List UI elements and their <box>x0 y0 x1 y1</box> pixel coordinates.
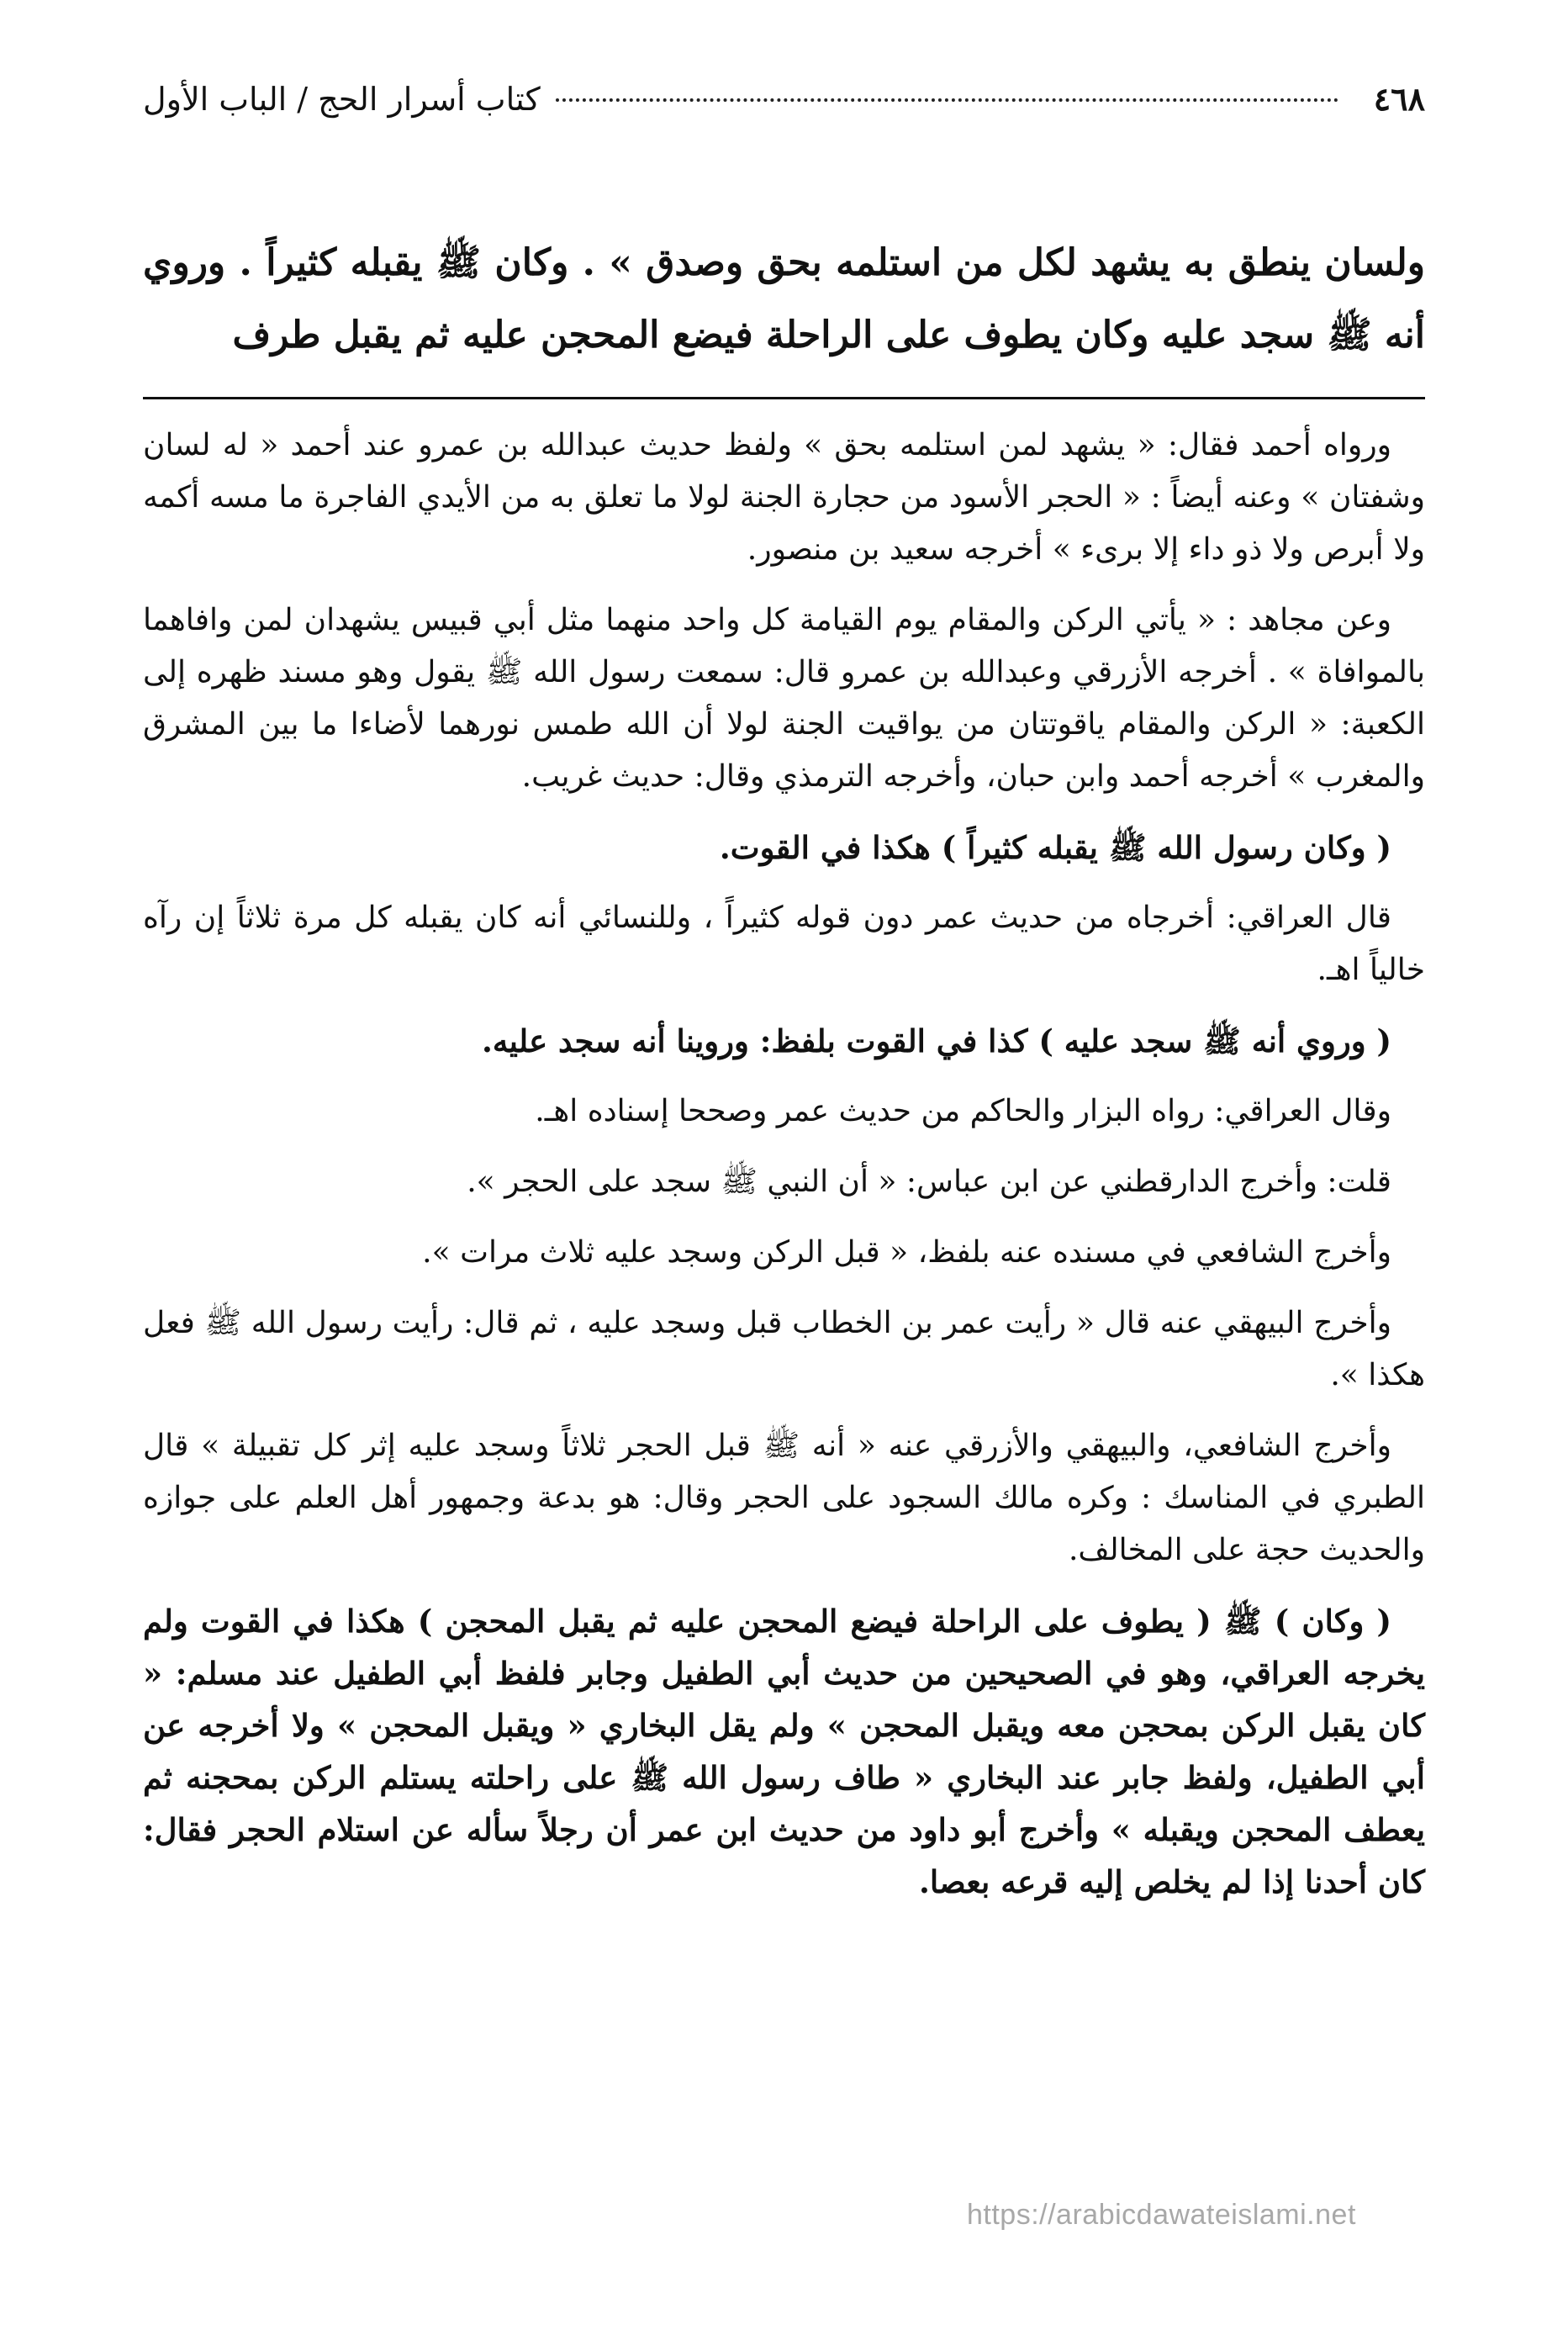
running-title: كتاب أسرار الحج / الباب الأول <box>143 81 541 118</box>
commentary-paragraph: قلت: وأخرج الدارقطني عن ابن عباس: « أن النبي ﷺ سجد على الحجر ». <box>467 1165 1391 1199</box>
commentary-paragraph: ورواه أحمد فقال: « يشهد لمن استلمه بحق » ولفظ حديث عبدالله بن عمرو عند أحمد « له لسان وشفتان » وعنه أيضاً : « الحجر الأسود من حجارة الجنة لولا ما تعلق به من الأيدي الفاجرة ما مسه أكمه ولا أبرص ولا ذو داء إلا برىء » أخرجه سعيد بن منصور. <box>143 428 1425 567</box>
commentary-paragraph: وقال العراقي: رواه البزار والحاكم من حديث عمر وصححا إسناده اهـ. <box>535 1094 1391 1128</box>
commentary <box>143 420 1425 1908</box>
commentary-paragraph: وعن مجاهد : « يأتي الركن والمقام يوم القيامة كل واحد منهما مثل أبي قبيس يشهدان لمن وافاهما بالموافاة » . أخرجه الأزرقي وعبدالله بن عمرو قال: سمعت رسول الله ﷺ يقول وهو مسند ظهره إلى الكعبة: « الركن والمقام ياقوتتان من يواقيت الجنة لولا أن الله طمس نورهما لأضاءا ما بين المشرق والمغرب » أخرجه أحمد وابن حبان، وأخرجه الترمذي وقال: حديث غريب. <box>143 603 1425 794</box>
commentary-paragraph: وأخرج الشافعي في مسنده عنه بلفظ، « قبل الركن وسجد عليه ثلاث مرات ». <box>422 1235 1391 1270</box>
page-header <box>143 80 1425 139</box>
watermark-url: https://arabicdawateislami.net <box>967 2199 1356 2231</box>
main-text: ولسان ينطق به يشهد لكل من استلمه بحق وصدق » . وكان ﷺ يقبله كثيراً . وروي أنه ﷺ سجد عليه وكان يطوف على الراحلة فيضع المحجن عليه ثم يقبل طرف <box>143 241 1425 357</box>
page <box>143 80 1425 1926</box>
footnote-separator <box>143 397 1425 399</box>
commentary-heading: ( وكان رسول الله ﷺ يقبله كثيراً ) هكذا في القوت. <box>719 829 1391 866</box>
commentary-heading: ( وكان ) ﷺ ( يطوف على الراحلة فيضع المحجن عليه ثم يقبل المحجن ) هكذا في القوت ولم يخرجه العراقي، وهو في الصحيحين من حديث أبي الطفيل وجابر فلفظ أبي الطفيل عند مسلم: « كان يقبل الركن بمحجن معه ويقبل المحجن » ولم يقل البخاري « ويقبل المحجن » ولا أخرجه عن أبي الطفيل، ولفظ جابر عند البخاري « طاف رسول الله ﷺ على راحلته يستلم الركن بمحجنه ثم يعطف المحجن ويقبله » وأخرج أبو داود من حديث ابن عمر أن رجلاً سأله عن استلام الحجر فقال: كان أحدنا إذا لم يخلص إليه قرعه بعصا. <box>143 1603 1425 1900</box>
commentary-paragraph: وأخرج الشافعي، والبيهقي والأزرقي عنه « أنه ﷺ قبل الحجر ثلاثاً وسجد عليه إثر كل تقبيلة » قال الطبري في المناسك : وكره مالك السجود على الحجر وقال: هو بدعة وجمهور أهل العلم على جوازه والحديث حجة على المخالف. <box>143 1429 1425 1567</box>
page-number: ٤٦٨ <box>1373 80 1425 118</box>
commentary-paragraph: قال العراقي: أخرجاه من حديث عمر دون قوله كثيراً ، وللنسائي أنه كان يقبله كل مرة ثلاثاً إن رآه خالياً اهـ. <box>143 901 1425 987</box>
commentary-heading: ( وروي أنه ﷺ سجد عليه ) كذا في القوت بلفظ: وروينا أنه سجد عليه. <box>481 1022 1391 1059</box>
header-leader-dots <box>556 98 1338 102</box>
commentary-paragraph: وأخرج البيهقي عنه قال « رأيت عمر بن الخطاب قبل وسجد عليه ، ثم قال: رأيت رسول الله ﷺ فعل هكذا ». <box>143 1306 1425 1392</box>
